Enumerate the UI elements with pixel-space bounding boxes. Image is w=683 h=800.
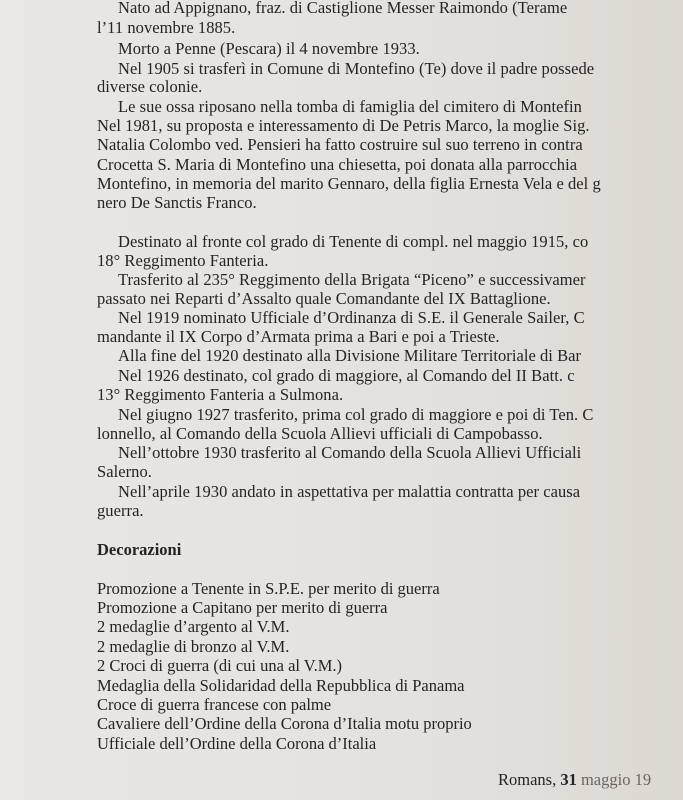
text-line: nero De Sanctis Franco.	[97, 193, 257, 212]
text-line: Nel giugno 1927 trasferito, prima col grado di maggiore e poi di Ten. C	[118, 405, 594, 424]
text-line: 13° Reggimento Fanteria a Sulmona.	[97, 385, 344, 404]
text-line: 18° Reggimento Fanteria.	[97, 251, 269, 270]
text-line: Salerno.	[97, 462, 152, 481]
list-item: Ufficiale dell’Ordine della Corona d’Italia	[97, 734, 377, 753]
text-line: Nel 1905 si trasferì in Comune di Montefino (Te) dove il padre possede	[118, 59, 595, 78]
text-line: diverse colonie.	[97, 77, 203, 96]
text-line: mandante il IX Corpo d’Armata prima a Bari e poi a Trieste.	[97, 327, 500, 346]
text-line: guerra.	[97, 501, 144, 520]
list-item: Promozione a Tenente in S.P.E. per merito di guerra	[97, 579, 440, 598]
text-line: Nell’aprile 1930 andato in aspettativa per malattia contratta per causa	[118, 482, 581, 501]
date-month-year: maggio 19	[580, 770, 652, 789]
list-item: Medaglia della Solidaridad della Repubblica di Panama	[97, 676, 465, 695]
text-line: lonnello, al Comando della Scuola Allievi ufficiali di Campobasso.	[97, 424, 543, 443]
text-line: Crocetta S. Maria di Montefino una chiesetta, poi donata alla parrocchia	[97, 155, 578, 174]
date-day: 31	[560, 770, 577, 789]
text-line: Nato ad Appignano, fraz. di Castiglione Messer Raimondo (Terame	[118, 0, 568, 17]
list-item: 2 medaglie d’argento al V.M.	[97, 617, 290, 636]
place: Romans,	[498, 770, 557, 789]
text-line: Nel 1981, su proposta e interessamento di De Petris Marco, la moglie Sig.	[97, 116, 590, 135]
text-line: Nel 1919 nominato Ufficiale d’Ordinanza di S.E. il Generale Sailer, C	[118, 308, 585, 327]
text-line: Montefino, in memoria del marito Gennaro, della figlia Ernesta Vela e del g	[97, 174, 601, 193]
text-line: l’11 novembre 1885.	[97, 18, 236, 37]
text-line: Alla fine del 1920 destinato alla Divisione Militare Territoriale di Bar	[118, 346, 582, 365]
list-item: 2 medaglie di bronzo al V.M.	[97, 637, 290, 656]
text-line: Trasferito al 235° Reggimento della Brigata “Piceno” e successivamer	[118, 270, 586, 289]
list-item: Cavaliere dell’Ordine della Corona d’Italia motu proprio	[97, 714, 472, 733]
text-line: passato nei Reparti d’Assalto quale Comandante del IX Battaglione.	[97, 289, 551, 308]
text-line: Morto a Penne (Pescara) il 4 novembre 1933.	[118, 39, 420, 58]
list-item: Croce di guerra francese con palme	[97, 695, 332, 714]
section-heading: Decorazioni	[97, 540, 182, 559]
list-item: Promozione a Capitano per merito di guerra	[97, 598, 388, 617]
place-date	[498, 770, 651, 789]
text-line: Destinato al fronte col grado di Tenente di compl. nel maggio 1915, co	[118, 232, 589, 251]
text-line: Le sue ossa riposano nella tomba di famiglia del cimitero di Montefin	[118, 97, 582, 116]
text-line: Nel 1926 destinato, col grado di maggiore, al Comando del II Batt. c	[118, 366, 575, 385]
list-item: 2 Croci di guerra (di cui una al V.M.)	[97, 656, 343, 675]
text-line: Nell’ottobre 1930 trasferito al Comando della Scuola Allievi Ufficiali	[118, 443, 582, 462]
text-line: Natalia Colombo ved. Pensieri ha fatto costruire sul suo terreno in contra	[97, 135, 583, 154]
